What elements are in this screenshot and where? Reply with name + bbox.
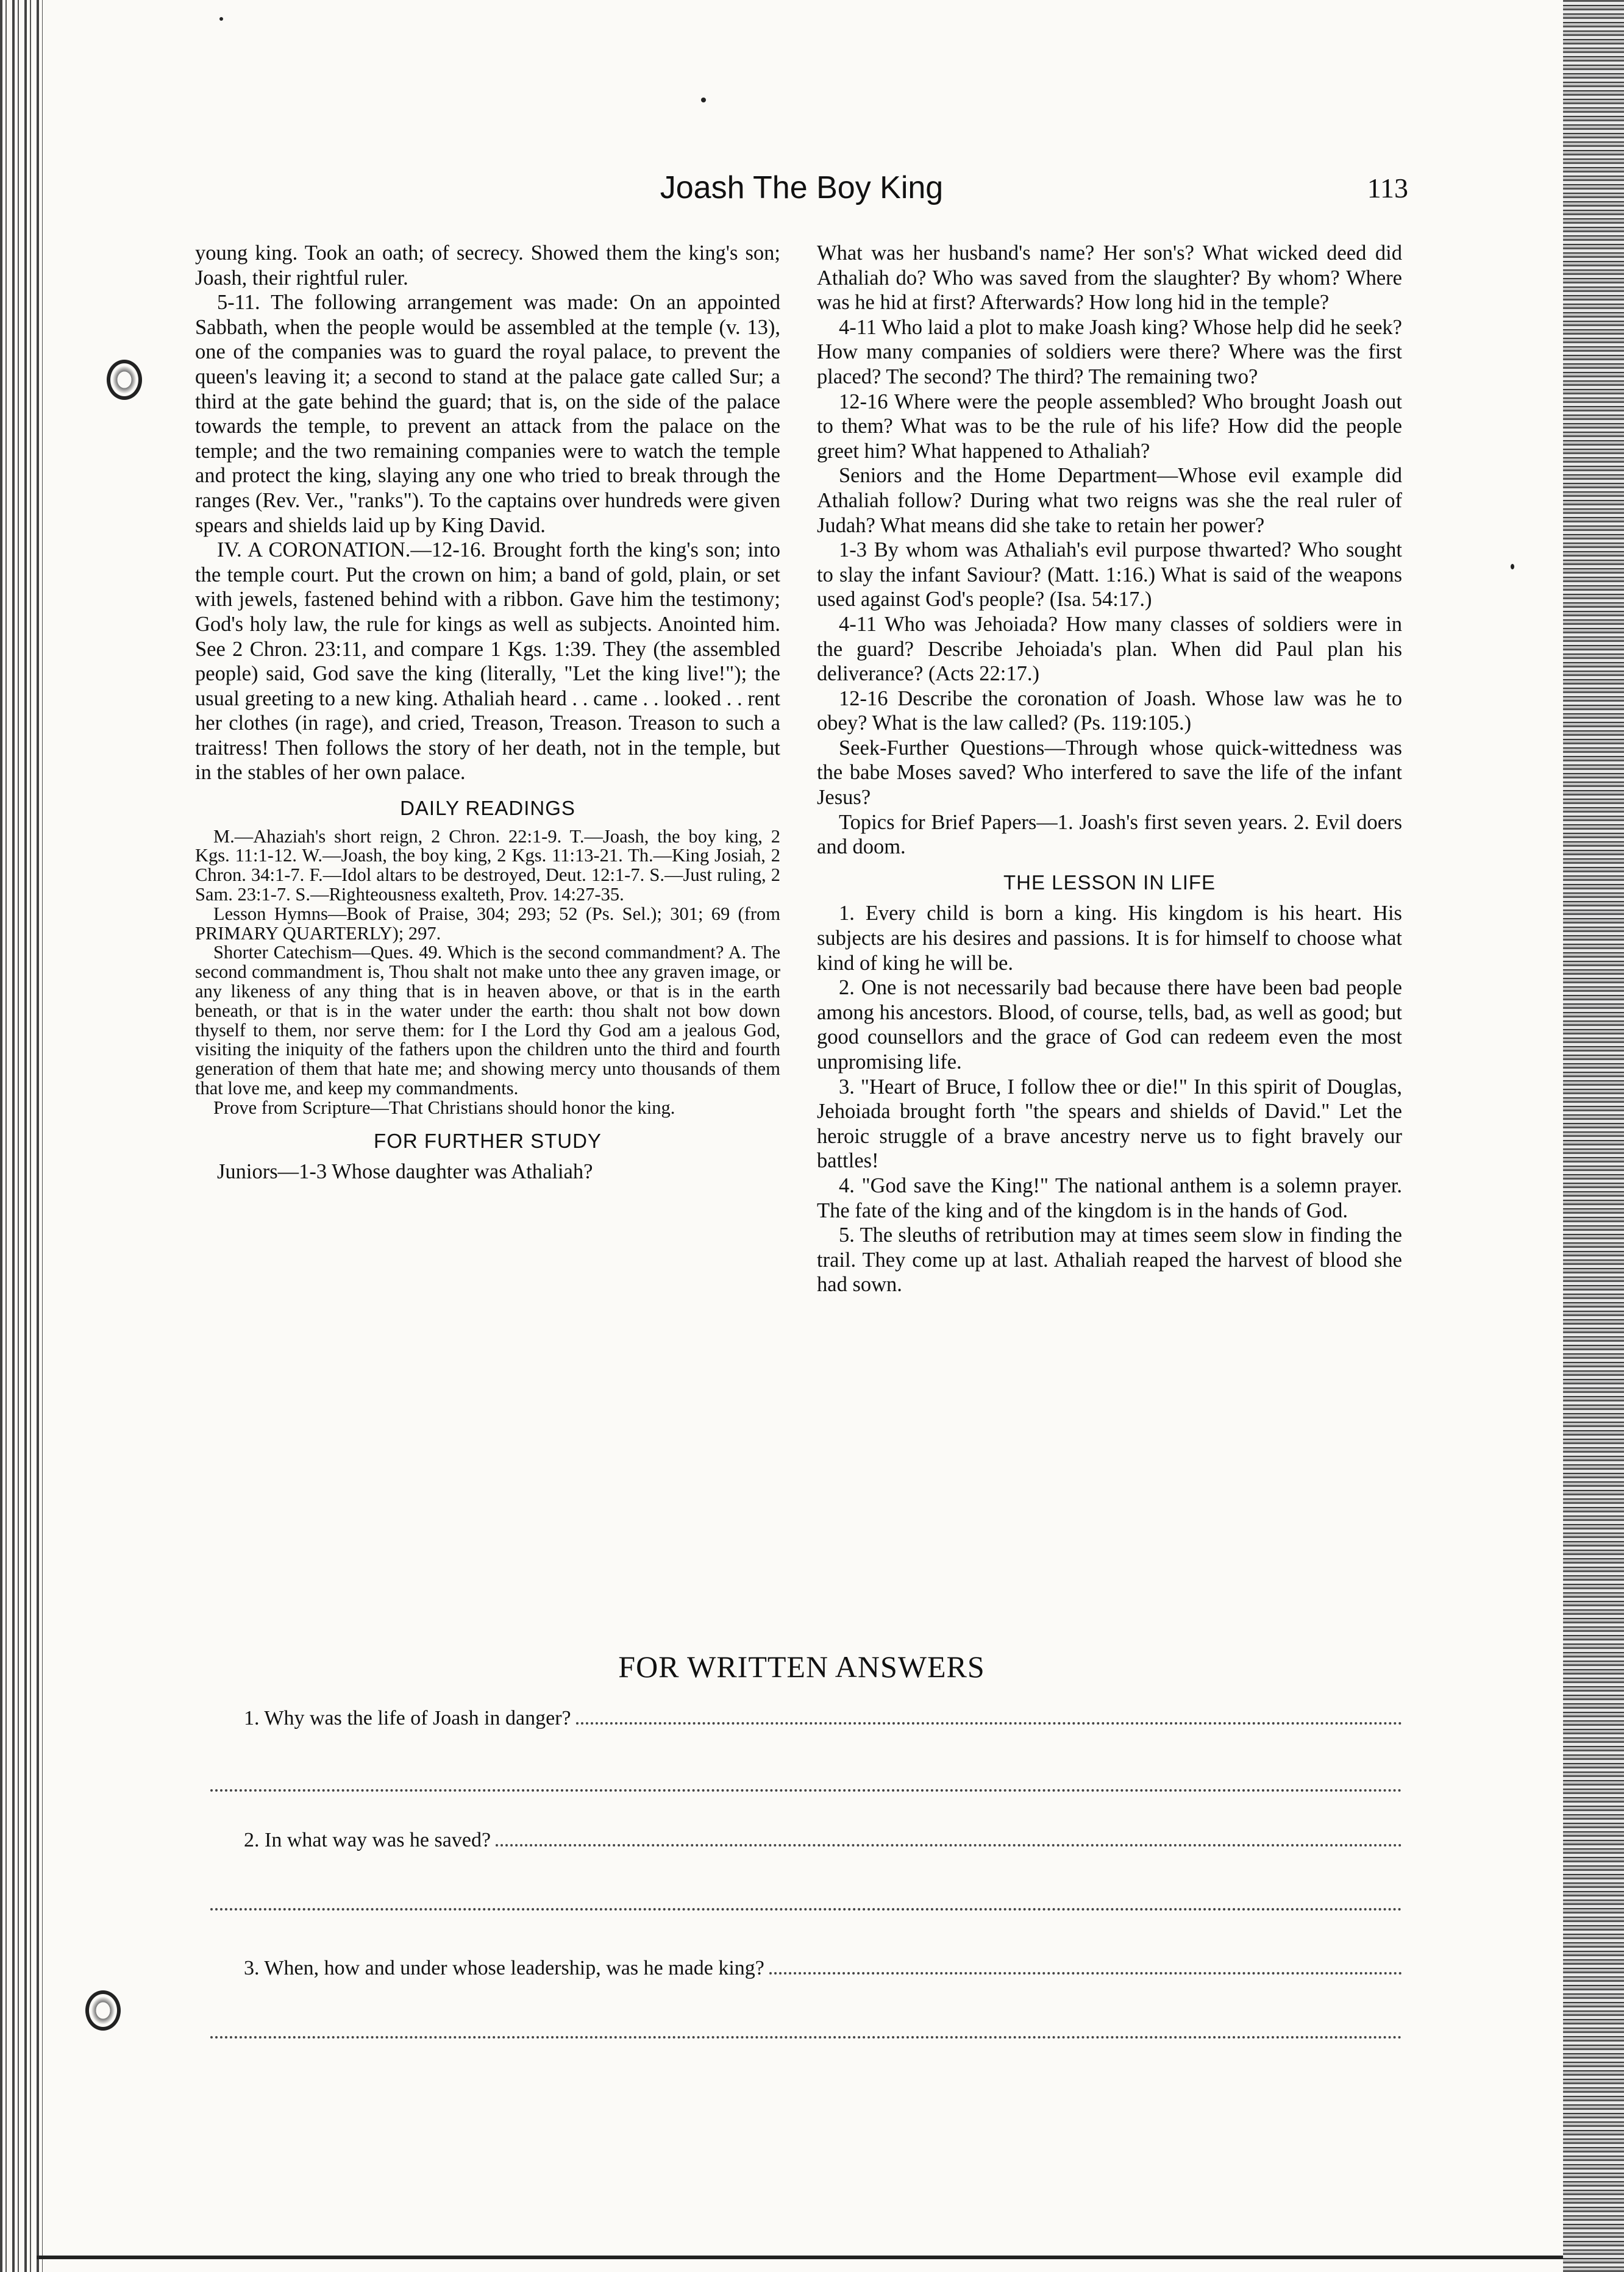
juniors-question: 4-11 Who laid a plot to make Joash king? Whose help did he seek? How many companies of soldiers were there? Where was the first placed? The second? The third? The remaining two? [817, 315, 1402, 388]
question-text: 1. Why was the life of Joash in danger? [244, 1707, 571, 1729]
lesson-point: 2. One is not necessarily bad because there have been bad people among his ancestors. Blood, of course, tells, bad, as well as good; but good counsellors and the grace of God can redeem even the most unpromising life. [817, 976, 1402, 1074]
answer-line[interactable] [210, 1908, 1402, 1911]
scan-speck [219, 17, 223, 21]
written-question-1 [244, 1707, 1402, 1730]
written-question-2 [244, 1829, 1402, 1852]
page-number: 113 [1367, 173, 1408, 204]
lesson-point: 4. "God save the King!" The national anthem is a solemn prayer. The fate of the king and of the kingdom is in the hands of God. [817, 1173, 1402, 1222]
lesson-point: 5. The sleuths of retribution may at times seem slow in finding the trail. They come up at last. Athaliah reaped the harvest of blood she had sown. [817, 1223, 1402, 1297]
running-title: Joash The Boy King [660, 170, 944, 205]
seniors-question: Seniors and the Home Department—Whose evil example did Athaliah follow? During what two reigns was she the real ruler of Judah? What means did she take to retain her power? [817, 464, 1402, 537]
seniors-question: 12-16 Describe the coronation of Joash. Whose law was he to obey? What is the law called? (Ps. 119:105.) [817, 686, 1402, 735]
scan-speck [1511, 564, 1514, 569]
commentary-paragraph: IV. A CORONATION.—12-16. Brought forth the king's son; into the temple court. Put the crown on him; a band of gold, plain, or set with jewels, fastened behind with a ribbon. Gave him the testimony; God's holy law, the rule for kings as well as subjects. Anointed him. See 2 Chron. 23:11, and compare 1 Kgs. 1:39. They (the assembled people) said, God save the king (literally, "Let the king live!"); the usual greeting to a new king. Athaliah heard . . came . . looked . . rent her clothes (in rage), and cried, Treason, Treason. Treason to such a traitress! Then follows the story of her death, not in the temple, but in the stables of her own palace. [195, 538, 780, 785]
scan-speck [701, 98, 706, 102]
lesson-in-life-heading: THE LESSON IN LIFE [1003, 871, 1216, 894]
prove-from-scripture-text: Prove from Scripture—That Christians should honor the king. [213, 1097, 675, 1118]
juniors-question: Juniors—1-3 Whose daughter was Athaliah? [217, 1160, 593, 1184]
juniors-question-continued: What was her husband's name? Her son's? What wicked deed did Athaliah do? Who was saved from the slaughter? By whom? Where was he hid at first? Afterwards? How long hid in the temple? [817, 241, 1402, 315]
daily-readings-block [195, 827, 780, 1118]
answer-blank[interactable] [496, 1844, 1402, 1846]
seniors-question: 1-3 By whom was Athaliah's evil purpose thwarted? Who sought to slay the infant Saviour? (Matt. 1:16.) What is said of the weapons used against God's people? (Isa. 54:17.) [817, 538, 1402, 611]
lesson-hymns-text: Lesson Hymns—Book of Praise, 304; 293; 52 (Ps. Sel.); 301; 69 (from PRIMARY QUARTERLY); 297. [195, 903, 780, 944]
seek-further-questions: Seek-Further Questions—Through whose quick-wittedness was the babe Moses saved? Who interfered to save the life of the infant Jesus? [817, 736, 1402, 810]
written-question-3 [244, 1957, 1402, 1980]
right-column [817, 241, 1402, 1297]
answer-line[interactable] [210, 1789, 1402, 1792]
left-column [195, 241, 780, 1184]
lesson-point: 1. Every child is born a king. His kingdom is his heart. His subjects are his desires and passions. It is for himself to choose what kind of king he will be. [817, 902, 1402, 975]
question-text: 2. In what way was he saved? [244, 1829, 491, 1851]
answer-line[interactable] [210, 2036, 1402, 2039]
further-study-heading: FOR FURTHER STUDY [374, 1129, 602, 1152]
lesson-point: 3. "Heart of Bruce, I follow thee or die!" In this spirit of Douglas, Jehoiada brought forth "the spears and shields of David." Let the heroic struggle of a brave ancestry nerve us to fight bravely our battles! [817, 1075, 1402, 1173]
daily-readings-heading: DAILY READINGS [400, 797, 575, 820]
question-text: 3. When, how and under whose leadership, was he made king? [244, 1957, 764, 1979]
right-binding-edge [1563, 0, 1624, 2272]
topics-for-papers: Topics for Brief Papers—1. Joash's first seven years. 2. Evil doers and doom. [817, 810, 1402, 859]
punch-hole-lower [85, 1990, 121, 2031]
shorter-catechism-text: Shorter Catechism—Ques. 49. Which is the second commandment? A. The second commandment is, Thou shalt not make unto thee any graven image, or any likeness of any thing that is in heaven above, or that is in the earth beneath, or that is in the water under the earth: thou shalt not bow down thyself to them, nor serve them: for I the Lord thy God am a jealous God, visiting the iniquity of the fathers upon the children unto the third and fourth generation of them that hate me; and showing mercy unto thousands of them that love me, and keep my commandments. [195, 942, 780, 1099]
seniors-question: 4-11 Who was Jehoiada? How many classes of soldiers were in the guard? Describe Jehoiada's plan. When did Paul plan his deliverance? (Acts 22:17.) [817, 612, 1402, 686]
left-binding-edge [0, 0, 43, 2272]
commentary-paragraph: young king. Took an oath; of secrecy. Showed them the king's son; Joash, their rightful ruler. [195, 241, 780, 290]
daily-readings-text: M.—Ahaziah's short reign, 2 Chron. 22:1-9. T.—Joash, the boy king, 2 Kgs. 11:1-12. W.—Joash, the boy king, 2 Kgs. 11:13-21. Th.—King Josiah, 2 Chron. 34:1-7. F.—Idol altars to be destroyed, Deut. 12:1-7. S.—Just ruling, 2 Sam. 23:1-7. S.—Righteousness exalteth, Prov. 14:27-35. [195, 825, 780, 905]
written-answers-heading: FOR WRITTEN ANSWERS [618, 1650, 985, 1684]
punch-hole-upper [107, 360, 142, 400]
answer-blank[interactable] [576, 1722, 1402, 1725]
commentary-paragraph: 5-11. The following arrangement was made: On an appointed Sabbath, when the people would be assembled at the temple (v. 13), one of the companies was to guard the royal palace, to prevent the queen's leaving it; a second to stand at the palace gate called Sur; a third at the gate behind the guard; that is, on the side of the palace towards the temple, to prevent an attack from the palace on the temple; and the two remaining companies were to watch the temple and protect the king, slaying any one who tried to break through the ranges (Rev. Ver., "ranks"). To the captains over hundreds were given spears and shields laid up by King David. [195, 291, 780, 537]
answer-blank[interactable] [769, 1972, 1402, 1975]
juniors-question: 12-16 Where were the people assembled? Who brought Joash out to them? What was to be the rule of his life? How did the people greet him? What happened to Athaliah? [817, 390, 1402, 463]
bottom-rule [37, 2256, 1563, 2259]
page-header [195, 165, 1408, 213]
